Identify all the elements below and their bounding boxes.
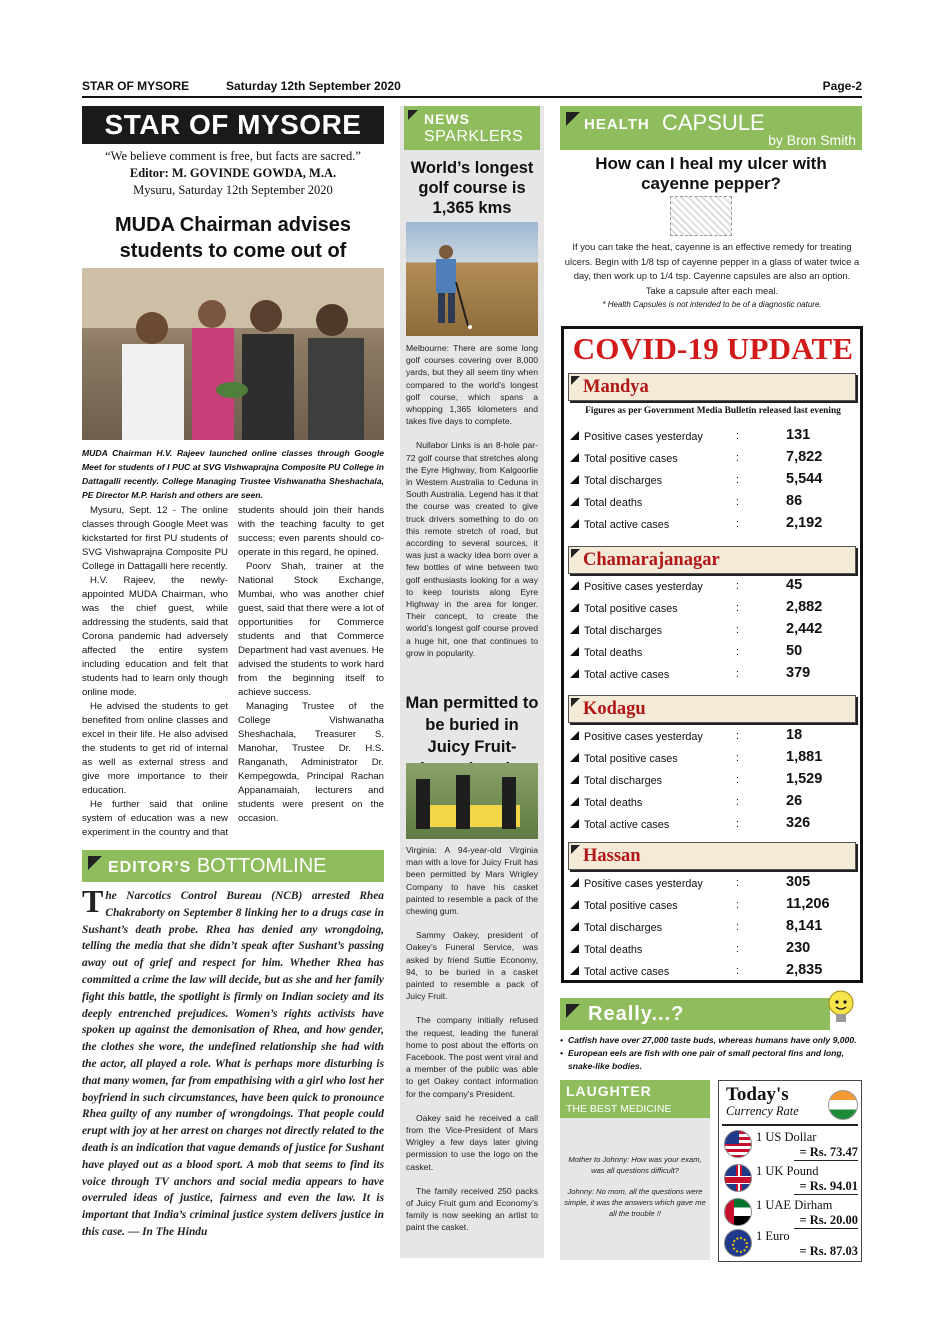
covid-row [568,897,858,919]
covid-row [568,494,858,516]
arrow-icon [570,625,579,634]
district-header-hassan [568,842,856,870]
district-header-kodagu [568,695,856,723]
district-name: Chamarajanagar [583,550,720,570]
district-name: Kodagu [583,699,646,719]
arrow-icon [570,431,579,440]
covid-row-label: Total positive cases [584,453,678,465]
covid-row [568,875,858,897]
covid-row-colon: : [736,965,739,977]
covid-row-value: 86 [786,493,803,509]
arrow-icon [570,819,579,828]
bottomline-label-light: BOTTOMLINE [196,855,327,877]
covid-row-label: Positive cases yesterday [584,878,703,890]
header-date: Saturday 12th September 2020 [226,79,401,93]
covid-row-label: Total active cases [584,966,670,978]
list-item: • Catfish have over 27,000 taste buds, whereas humans have only 9,000. [560,1034,862,1046]
covid-row [568,472,858,494]
covid-row-colon: : [736,796,739,808]
main-story-paragraph: He further said that online system of education was a new experiment in the country and that students should join their hands with the teaching faculty to get success; even parents should co-operate in this regard, he opined. [82,505,384,838]
covid-row [568,919,858,941]
covid-row-colon: : [736,921,739,933]
covid-title: COVID-19 UPDATE [572,331,854,366]
covid-row-label: Total deaths [584,797,643,809]
covid-row-label: Total discharges [584,625,663,637]
covid-row-label: Positive cases yesterday [584,731,703,743]
cayenne-image [670,196,732,236]
currency-rate: = Rs. 94.01 [799,1179,858,1193]
covid-row-colon: : [736,602,739,614]
covid-row-colon: : [736,624,739,636]
covid-row-value: 45 [786,577,803,593]
divider [722,1124,858,1126]
uae-flag-icon [724,1198,752,1226]
laughter-label-light: THE BEST MEDICINE [566,1103,672,1115]
covid-row-colon: : [736,452,739,464]
corner-triangle-icon [88,856,102,870]
covid-row [568,578,858,600]
divider [794,1194,858,1195]
health-label-bold: HEALTH [584,116,650,133]
covid-row-colon: : [736,580,739,592]
casket-story-paragraph: The family received 250 packs of Juicy Fruit gum and Economy’s family is now seeking an artist to paint the casket. [406,1185,538,1233]
covid-row-colon: : [736,496,739,508]
corner-triangle-icon [566,1004,580,1018]
corner-triangle-icon [571,845,580,854]
covid-row-value: 26 [786,793,803,809]
covid-row-value: 7,822 [786,449,823,465]
laughter-label-bold: LAUGHTER [566,1083,652,1099]
golf-story-body [406,342,538,692]
arrow-icon [570,581,579,590]
covid-row-value: 2,192 [786,515,823,531]
main-story-paragraph: H.V. Rajeev, the newly-appointed MUDA Chairman, who was the chief guest, while addressing the students, said that Corona pandemic had adversely affected the entire system including education and felt that students had to learn only though online mode. [82,575,228,698]
covid-row-label: Positive cases yesterday [584,431,703,443]
editors-bottomline-banner [82,850,384,882]
main-story-paragraph: Managing Trustee of the College Vishwanatha Sheshachala, Treasurer S. Manohar, Trustee Dr. H.S. Ranganath, Administrator Dr. Kempegowda, Principal Rachan Appanamaiah, lecturers and students were present on the occasion. [238,701,384,824]
editorial-body: he Narcotics Control Bureau (NCB) arrested Rhea Chakraborty on September 8 linking her to a drugs case in Sushant’s death probe. Rhea has denied any wrongdoing, telling the media that she didn’t speak after Sushant’s passing away out of grief and respect for him. Whether Rhea has committed a crime the law will decide, but as she and her family fight this battle, the spotlight is firmly on Indian society and its deeply entrenched prejudices. Women’s rights activists have spoken up against the demonisation of Rhea, and how gender, the clothes she wore, the undefined relationship she had with the actor, all played a role. What is perhaps more disturbing is that many women, far from empathising with a girl who lost her boyfriend in such circumstances, have been quick to pronounce Rhea guilty of any number of wrongdoings. That people could erupt with joy at her arrest on charges not directly related to the death is an indication that vague demands of justice for Sushant have played out as a blood sport. A mob that seems to find its voice through TV anchors and social media appears to have overruled ideas of justice, fairness and even the law. It is important that India’s criminal justice system delivers justice in this case. — In The Hindu [82,890,384,1238]
currency-name: 1 UK Pound [756,1164,819,1178]
arrow-icon [570,797,579,806]
covid-row [568,750,858,772]
covid-row-colon: : [736,877,739,889]
covid-row-colon: : [736,474,739,486]
covid-row-label: Total active cases [584,669,670,681]
covid-row-colon: : [736,752,739,764]
golf-story-paragraph: Melbourne: There are some long golf courses covering over 8,000 yards, but they all seem tiny when compared to the world’s longest golf course, which spans a whopping 1,365 kilometers and takes five days to complete. [406,343,538,427]
sparklers-label-light: SPARKLERS [424,128,524,145]
currency-row [724,1164,860,1198]
golf-headline: World’s longest golf course is 1,365 kms [410,159,534,217]
news-sparklers-banner [404,106,540,150]
corner-triangle-icon [571,549,580,558]
health-byline: by Bron Smith [768,132,856,148]
joke-question: Mother to Johnny: How was your exam, was all questions difficult? [568,1155,702,1175]
covid-row-value: 11,206 [786,896,830,912]
us-flag-icon [724,1130,752,1158]
covid-row-label: Total positive cases [584,753,678,765]
currency-title: Today's [726,1084,789,1105]
arrow-icon [570,647,579,656]
covid-row-colon: : [736,430,739,442]
covid-row [568,816,858,838]
arrow-icon [570,878,579,887]
arrow-icon [570,944,579,953]
health-capsule-banner [560,106,862,150]
covid-row-value: 2,442 [786,621,823,637]
india-flag-icon [828,1090,858,1120]
currency-rate: = Rs. 87.03 [799,1244,858,1258]
currency-name: 1 UAE Dirham [756,1198,833,1212]
sparklers-label-bold: NEWS [424,111,470,127]
masthead-motto: “We believe comment is free, but facts are sacred.” [105,149,361,163]
covid-row-label: Total deaths [584,497,643,509]
list-item: • European eels are fish with one pair of small pectoral fins and long, snake-like bodies. [560,1047,862,1072]
covid-row-colon: : [736,518,739,530]
main-photo-caption: MUDA Chairman H.V. Rajeev launched online classes through Google Meet for students of I PUC at SVG Vishwaprajna Composite PU College in Dattagalli recently. College Managing Trustee Vishwanatha Sheshachala, PE Director M.P. Harish and others are seen. [82,448,384,500]
covid-row-label: Total discharges [584,475,663,487]
covid-row-value: 379 [786,665,811,681]
covid-row-colon: : [736,943,739,955]
arrow-icon [570,775,579,784]
corner-triangle-icon [571,698,580,707]
lightbulb-icon [824,988,858,1024]
covid-row-label: Total deaths [584,647,643,659]
corner-triangle-icon [566,112,580,126]
covid-row-label: Total discharges [584,775,663,787]
bottomline-label-bold: EDITOR’S [108,859,192,876]
currency-rate: = Rs. 73.47 [799,1145,858,1159]
main-story-paragraph: Poorv Shah, trainer at the National Stock Exchange, Mumbai, who was another chief guest, said that there were a lot of opportunities for Commerce students and that Commerce Department had vast avenues. He advised the students to work hard from the beginning itself to achieve success. [238,561,384,698]
main-story-paragraph: He advised the students to get benefited from online classes and excel in their life. He also advised the students to get rid of internal as well as external stress and give more importance to their education. [82,701,228,796]
covid-row-value: 2,882 [786,599,823,615]
page-number: Page-2 [822,79,862,93]
page-header [82,78,862,98]
health-answer: If you can take the heat, cayenne is an effective remedy for treating ulcers. Begin with 1/8 tsp of cayenne pepper in a glass of water twice a day, then work up to 1/4 tsp. Cayenne capsules are also an option. Take a capsule after each meal. [564,241,860,296]
laughter-banner [560,1080,710,1118]
covid-row-value: 1,529 [786,771,823,787]
arrow-icon [570,475,579,484]
editorial-text [82,888,384,1268]
editorial-dropcap: T [82,888,104,919]
covid-row-value: 326 [786,815,811,831]
main-story-body [82,504,384,842]
covid-row [568,428,858,450]
arrow-icon [570,753,579,762]
covid-subtitle: Figures as per Government Media Bulletin released last evening [585,406,841,416]
joke-answer: Johnny: No mom, all the questions were simple, it was the answers which gave me all the trouble !! [564,1187,706,1218]
casket-story-body [406,844,538,1254]
covid-row-value: 131 [786,427,811,443]
covid-row [568,622,858,644]
masthead-editor: Editor: M. GOVINDE GOWDA, M.A. [129,166,337,180]
covid-row-label: Total deaths [584,944,643,956]
arrow-icon [570,731,579,740]
covid-row [568,644,858,666]
covid-row-label: Total active cases [584,819,670,831]
covid-row-value: 18 [786,727,803,743]
covid-row-label: Total discharges [584,922,663,934]
district-name: Hassan [583,846,641,866]
covid-row [568,666,858,688]
currency-name: 1 US Dollar [756,1130,817,1144]
laughter-joke [562,1154,708,1219]
covid-row [568,600,858,622]
currency-row [724,1198,860,1232]
covid-row-value: 50 [786,643,803,659]
covid-row-colon: : [736,730,739,742]
casket-headline: Man permitted to be buried in Juicy Fruit- [405,694,539,756]
covid-row-colon: : [736,774,739,786]
arrow-icon [570,497,579,506]
covid-row-label: Positive cases yesterday [584,581,703,593]
covid-row [568,772,858,794]
covid-row-value: 2,835 [786,962,823,978]
golf-course-photo [406,222,538,336]
covid-row-colon: : [736,818,739,830]
district-header-chamarajanagar [568,546,856,574]
main-story-paragraph: Mysuru, Sept. 12 - The online classes through Google Meet was kickstarted for first PU students of SVG Vishwaprajna Composite PU College in Dattagalli here recently. [82,505,228,572]
district-header-mandya [568,373,856,401]
casket-story-paragraph: Virginia: A 94-year-old Virginia man with a love for Juicy Fruit has been permitted by Mars Wrigley Company to have his casket painted to resemble a pack of the chewing gum. [406,845,538,917]
arrow-icon [570,966,579,975]
covid-row-value: 230 [786,940,811,956]
covid-row-label: Total active cases [584,519,670,531]
casket-photo [406,763,538,839]
covid-row-label: Total positive cases [584,900,678,912]
covid-row [568,728,858,750]
uk-flag-icon [724,1164,752,1192]
covid-row [568,516,858,538]
arrow-icon [570,900,579,909]
corner-triangle-icon [408,110,418,120]
arrow-icon [570,669,579,678]
covid-row-value: 305 [786,874,811,890]
covid-row [568,794,858,816]
health-question: How can I heal my ulcer with cayenne pepper? [595,154,827,193]
covid-row-colon: : [736,899,739,911]
covid-row-value: 5,544 [786,471,823,487]
casket-story-paragraph: The company initially refused the request, leading the funeral home to post about the efforts on Facebook. The post went viral and a member of the public was able to get Oakey contact information for the company’s President. [406,1015,538,1099]
main-story-photo [82,268,384,440]
header-paper-name: STAR OF MYSORE [82,79,190,93]
covid-row [568,941,858,963]
covid-row-value: 8,141 [786,918,823,934]
currency-row [724,1229,860,1263]
covid-row [568,450,858,472]
masthead-motto-block [82,148,384,199]
really-banner [560,998,830,1030]
currency-row [724,1130,860,1164]
covid-row-label: Total positive cases [584,603,678,615]
divider [794,1160,858,1161]
corner-triangle-icon [571,376,580,385]
health-label-light: CAPSULE [662,110,765,135]
masthead-place-date: Mysuru, Saturday 12th September 2020 [133,183,333,197]
arrow-icon [570,922,579,931]
currency-subtitle: Currency Rate [726,1104,799,1118]
district-name: Mandya [583,377,649,397]
covid-row-colon: : [736,646,739,658]
casket-story-paragraph: Oakey said he received a call from the Vice-President of Mars Wrigley a few days later giving permission to use the logo on the casket. [406,1112,538,1172]
currency-name: 1 Euro [756,1229,790,1243]
golf-story-paragraph: Nullabor Links is an 8-hole par-72 golf course that stretches along the Eyre Highway, from Kalgoorlie in Western Australia to Ceduna in South Australia. Legend has it that the course was created to give truck drivers something to do on this remote stretch of road, but according to several sources, it was just a wacky idea born over a few bottles of wine between two golf enthusiasts looking for a way to keep tourists along Eyre Highway in the area for longer. Their concept, to create the world’s longest golf course proved a huge hit, one that continues to grow in popularity. [406,440,538,658]
currency-rate: = Rs. 20.00 [799,1213,858,1227]
arrow-icon [570,453,579,462]
masthead-title: STAR OF MYSORE [82,106,384,144]
covid-row-value: 1,881 [786,749,823,765]
eu-flag-icon [724,1229,752,1257]
really-facts-list [560,1034,862,1073]
casket-story-paragraph: Sammy Oakey, president of Oakey’s Funeral Service, was asked by friend Suttie Economy, 94, to be buried in a casket painted to resemble a pack of Juicy Fruit. [406,930,538,1002]
covid-row [568,963,858,985]
covid-row-colon: : [736,668,739,680]
arrow-icon [570,603,579,612]
main-headline: MUDA Chairman advises students to come out of [115,214,351,262]
health-disclaimer: * Health Capsules is not intended to be of a diagnostic nature. [602,300,822,309]
arrow-icon [570,519,579,528]
really-label: Really...? [588,1003,685,1025]
